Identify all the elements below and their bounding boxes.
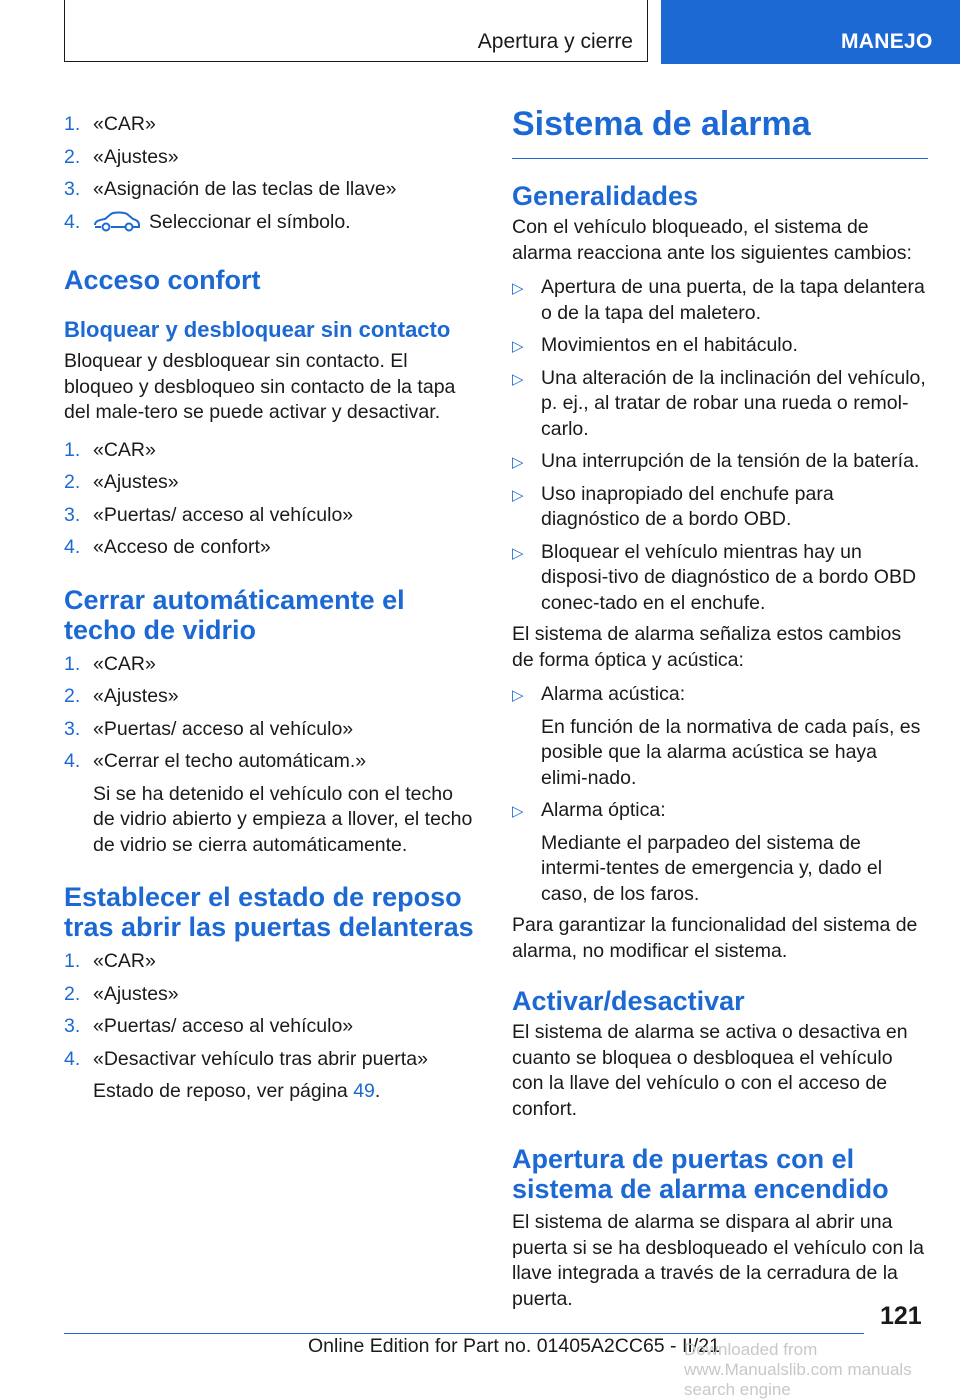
top-steps-list	[64, 112, 480, 235]
page-link[interactable]: 49	[353, 1080, 375, 1102]
steps-list	[64, 652, 480, 859]
list-item: 1. «CAR»	[64, 950, 156, 972]
list-item: 3. «Puertas/ acceso al vehículo»	[64, 1015, 354, 1037]
section-heading: Establecer el estado de reposo tras abrir las puertas delanteras	[64, 882, 474, 942]
list-item: 2. «Ajustes»	[64, 145, 179, 168]
list-item: 3. «Puertas/ acceso al vehículo»	[64, 503, 354, 526]
changes-list	[512, 275, 928, 616]
list-item: 4. Seleccionar el símbolo.	[64, 210, 351, 233]
list-item: 2. «Ajustes»	[64, 685, 179, 707]
section-heading: Apertura de puertas con el sistema de alarma encendido	[512, 1144, 889, 1204]
steps-list	[64, 949, 480, 1105]
chapter-tab[interactable]	[661, 0, 960, 64]
list-item: ▷ Alarma acústica:	[512, 683, 686, 705]
list-item: 2. «Ajustes»	[64, 982, 179, 1005]
section-heading: Acceso confort	[64, 265, 261, 295]
header-frame	[64, 0, 648, 62]
list-item: ▷ Apertura de una puerta, de la tapa delantera o de la tapa del maletero.	[512, 276, 925, 324]
list-item-detail: Mediante el parpadeo del sistema de intermi-tentes de emergencia y, dado el caso, de los faros.	[541, 831, 883, 905]
list-item: ▷ Una interrupción de la tensión de la batería.	[512, 450, 920, 472]
section-title: Apertura y cierre	[477, 30, 633, 53]
paragraph: Con el vehículo bloqueado, el sistema de alarma reacciona ante los siguientes cambios:	[512, 216, 912, 264]
main-title: Sistema de alarma	[512, 105, 811, 143]
list-item: ▷ Alarma óptica:	[512, 799, 666, 821]
watermark-text: Downloaded from www.Manualslib.com manuals search engine	[684, 1340, 912, 1399]
paragraph: Para garantizar la funcionalidad del sistema de alarma, no modificar el sistema.	[512, 914, 918, 962]
list-item: ▷ Movimientos en el habitáculo.	[512, 334, 798, 356]
list-item: ▷ Uso inapropiado del enchufe para diagnóstico de a bordo OBD.	[512, 482, 834, 530]
steps-list	[64, 438, 480, 561]
list-item: ▷ Una alteración de la inclinación del vehículo, p. ej., al tratar de robar una rueda o remol-carlo.	[512, 366, 926, 440]
title-rule	[512, 158, 928, 159]
list-item: 1. «CAR»	[64, 652, 156, 675]
paragraph: Bloquear y desbloquear sin contacto. El bloqueo y desbloqueo sin contacto de la tapa del male-tero se puede activar y desactivar.	[64, 350, 456, 423]
paragraph: El sistema de alarma señaliza estos cambios de forma óptica y acústica:	[512, 623, 902, 671]
list-item: ▷ Bloquear el vehículo mientras hay un disposi-tivo de diagnóstico de a bordo OBD conec-tado en el enchufe.	[512, 540, 917, 614]
list-item: 1. «CAR»	[64, 438, 156, 461]
subsection-heading: Bloquear y desbloquear sin contacto	[64, 317, 451, 342]
edition-text: Online Edition for Part no. 01405A2CC65 - II/21	[308, 1335, 720, 1357]
section-heading: Generalidades	[512, 181, 699, 211]
list-item: 1. «CAR»	[64, 113, 156, 135]
right-column	[512, 105, 928, 1312]
list-item-detail: En función de la normativa de cada país, es posible que la alarma acústica se haya elimi-nado.	[541, 715, 921, 789]
step-note: Si se ha detenido el vehículo con el techo de vidrio abierto y empieza a llover, el techo de vidrio se cierra automáticamente.	[93, 782, 473, 856]
list-item: 2. «Ajustes»	[64, 471, 179, 493]
page-number: 121	[880, 1302, 922, 1330]
section-heading: Cerrar automáticamente el techo de vidrio	[64, 584, 405, 645]
list-item: 3. «Asignación de las teclas de llave»	[64, 178, 397, 200]
paragraph: El sistema de alarma se dispara al abrir una puerta si se ha desbloqueado el vehículo con la llave integrada a través de la cerradura de la puerta.	[512, 1211, 924, 1310]
list-item: 4. «Acceso de confort»	[64, 536, 271, 558]
step-note: Estado de reposo, ver página 49.	[93, 1080, 381, 1102]
list-item: 3. «Puertas/ acceso al vehículo»	[64, 717, 354, 740]
left-column	[64, 112, 480, 1105]
list-item: 4. «Cerrar el techo automáticam.»	[64, 750, 367, 772]
car-icon	[93, 210, 141, 232]
signals-list	[512, 682, 928, 907]
footer-rule	[64, 1333, 864, 1334]
paragraph: El sistema de alarma se activa o desactiva en cuanto se bloquea o desbloquea el vehículo con la llave del vehículo o con el acceso de confort.	[512, 1021, 908, 1120]
section-heading: Activar/desactivar	[512, 986, 745, 1016]
chapter-tab-label: MANEJO	[841, 30, 933, 53]
list-item: 4. «Desactivar vehículo tras abrir puerta»	[64, 1047, 428, 1070]
